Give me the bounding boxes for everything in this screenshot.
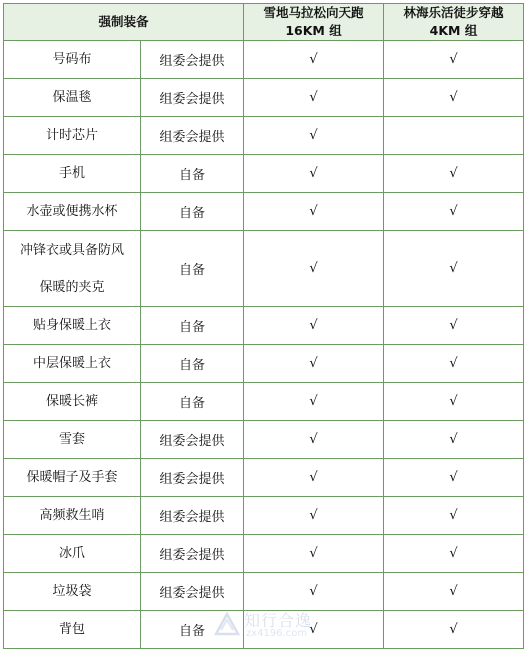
item-source: 组委会提供 — [141, 573, 244, 611]
table-row — [4, 497, 524, 535]
item-name: 中层保暖上衣 — [4, 345, 141, 383]
item-source: 组委会提供 — [141, 117, 244, 155]
item-source: 自备 — [141, 383, 244, 421]
check-4km: √ — [384, 307, 524, 345]
check-4km: √ — [384, 459, 524, 497]
item-source: 自备 — [141, 611, 244, 649]
check-4km: √ — [384, 155, 524, 193]
header-group-4km-distance: 4KM 组 — [429, 23, 478, 38]
table-row — [4, 573, 524, 611]
check-4km: √ — [384, 611, 524, 649]
header-group-4km-name: 林海乐活徒步穿越 — [403, 5, 504, 20]
item-name — [4, 231, 141, 307]
check-4km: √ — [384, 497, 524, 535]
item-source: 组委会提供 — [141, 421, 244, 459]
item-name: 计时芯片 — [4, 117, 141, 155]
item-name: 雪套 — [4, 421, 141, 459]
table-row — [4, 459, 524, 497]
table-row — [4, 231, 524, 307]
check-4km: √ — [384, 345, 524, 383]
check-4km: √ — [384, 193, 524, 231]
table-row — [4, 79, 524, 117]
item-name-line: 保暖的夹克 — [39, 279, 105, 295]
watermark-name: 知行合逸 — [244, 611, 313, 630]
check-16km: √ — [244, 497, 384, 535]
item-name: 保暖帽子及手套 — [4, 459, 141, 497]
check-4km — [384, 117, 524, 155]
check-16km: √ — [244, 79, 384, 117]
header-group-16km-distance: 16KM 组 — [285, 23, 342, 38]
table-row — [4, 611, 524, 649]
check-16km: √ — [244, 611, 384, 649]
table-row — [4, 193, 524, 231]
item-source: 组委会提供 — [141, 41, 244, 79]
header-group-16km-name: 雪地马拉松向天跑 — [263, 5, 364, 20]
table-header-row — [4, 4, 524, 41]
check-4km: √ — [384, 231, 524, 307]
table-row — [4, 155, 524, 193]
item-name: 保暖长裤 — [4, 383, 141, 421]
check-16km: √ — [244, 383, 384, 421]
item-name-line: 冲锋衣或具备防风 — [19, 242, 124, 258]
item-name: 垃圾袋 — [4, 573, 141, 611]
item-source: 自备 — [141, 155, 244, 193]
check-16km: √ — [244, 155, 384, 193]
check-4km: √ — [384, 41, 524, 79]
check-16km: √ — [244, 535, 384, 573]
item-name: 冰爪 — [4, 535, 141, 573]
item-name: 水壶或便携水杯 — [4, 193, 141, 231]
check-16km: √ — [244, 573, 384, 611]
item-name: 高频救生哨 — [4, 497, 141, 535]
item-source: 自备 — [141, 231, 244, 307]
check-16km: √ — [244, 459, 384, 497]
check-16km: √ — [244, 307, 384, 345]
check-4km: √ — [384, 383, 524, 421]
check-4km: √ — [384, 573, 524, 611]
item-name: 贴身保暖上衣 — [4, 307, 141, 345]
header-mandatory-equipment: 强制装备 — [4, 4, 244, 41]
table-row — [4, 345, 524, 383]
check-16km: √ — [244, 193, 384, 231]
item-source: 组委会提供 — [141, 535, 244, 573]
table-row — [4, 383, 524, 421]
header-group-4km — [384, 4, 524, 41]
check-16km: √ — [244, 117, 384, 155]
table-row — [4, 41, 524, 79]
check-16km: √ — [244, 345, 384, 383]
item-source: 自备 — [141, 307, 244, 345]
check-4km: √ — [384, 79, 524, 117]
item-source: 组委会提供 — [141, 459, 244, 497]
check-16km: √ — [244, 41, 384, 79]
item-name: 号码布 — [4, 41, 141, 79]
watermark-url: zx4196.com — [246, 628, 308, 639]
item-source: 自备 — [141, 193, 244, 231]
item-name: 背包 — [4, 611, 141, 649]
item-source: 自备 — [141, 345, 244, 383]
check-16km: √ — [244, 421, 384, 459]
check-16km: √ — [244, 231, 384, 307]
table-row — [4, 421, 524, 459]
header-group-16km — [244, 4, 384, 41]
table-row — [4, 535, 524, 573]
check-4km: √ — [384, 535, 524, 573]
item-name: 保温毯 — [4, 79, 141, 117]
item-source: 组委会提供 — [141, 497, 244, 535]
item-source: 组委会提供 — [141, 79, 244, 117]
item-name: 手机 — [4, 155, 141, 193]
check-4km: √ — [384, 421, 524, 459]
table-row — [4, 307, 524, 345]
equipment-table — [3, 3, 524, 649]
table-row — [4, 117, 524, 155]
